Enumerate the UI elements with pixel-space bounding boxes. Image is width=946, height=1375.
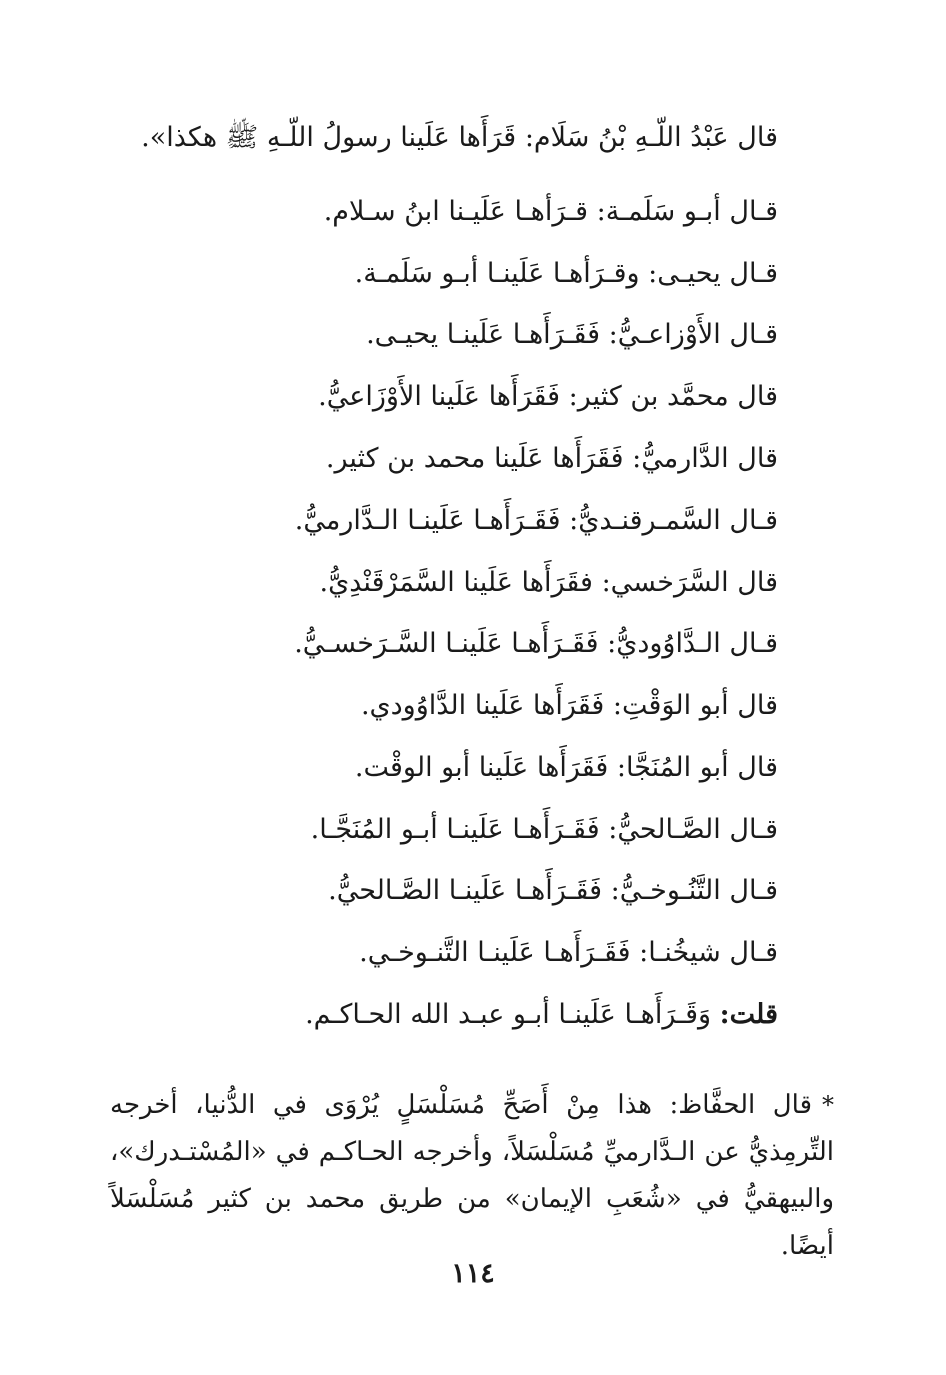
- chain-narrator: قال السَّرَخسي:: [601, 567, 778, 598]
- asterisk-marker: *: [822, 1091, 834, 1119]
- chain-narrator: قـال الأَوْزاعـيُّ:: [608, 319, 778, 350]
- chain-line-2: [324, 192, 778, 232]
- chain-narrator: قال أبو المُنَجَّا:: [616, 752, 778, 783]
- chain-text: فَقَـرَأَهـا عَلَينـا يحيـى.: [366, 319, 601, 350]
- chain-line-15: [305, 995, 778, 1035]
- chain-narrator: قـال الصَّـالحيُّ:: [608, 814, 778, 845]
- chain-text: فَقَرَأَها عَلَينا الدَّاوُودي.: [360, 690, 605, 721]
- chain-narrator: قال أبو الوَقْتِ:: [612, 690, 778, 721]
- chain-line-10: [361, 686, 778, 726]
- chain-text: فَقَـرَأَهـا عَلَينـا أبـو المُنَجَّـا.: [310, 814, 600, 845]
- chain-line-14: [359, 933, 778, 973]
- chain-line-4: [366, 315, 778, 355]
- chain-text: فَقَـرَأَهـا عَلَينـا الـدَّارميُّ.: [294, 505, 561, 536]
- chain-text: فَقَـرَأَهـا عَلَينـا السَّـرَخسـيُّ.: [294, 628, 599, 659]
- chain-narrator: قـال أبـو سَلَمـة:: [596, 196, 778, 227]
- chain-narrator: قلت:: [719, 999, 778, 1030]
- chain-line-7: [295, 501, 778, 541]
- chain-line-8: [320, 563, 778, 603]
- chain-line-13: [328, 871, 778, 911]
- chain-narrator: قال عَبْدُ اللّـهِ بْنُ سَلَام:: [524, 122, 778, 153]
- chain-line-3: [355, 254, 778, 294]
- chain-narrator: قـال التَّنُـوخـيُّ:: [610, 875, 778, 906]
- chain-line-1: [141, 118, 778, 158]
- chain-text: فَقَـرَأَهـا عَلَينـا الصَّـالحيُّ.: [328, 875, 603, 906]
- chain-narrator: قال محمَّد بن كثير:: [568, 381, 778, 412]
- note-text: قال الحفَّاظ: هذا مِنْ أَصَحِّ مُسَلْسَلٍ يُرْوَى في الدُّنيا، أخرجه التِّرمِذيُّ عن الـدَّارميِّ مُسَلْسَلاً، وأخرجه الحـاكـم في «المُسْتـدرك»، والبيهقيُّ في «شُعَبِ الإيمان» من طريق محمد بن كثير مُسَلْسَلاً أيضًا.: [110, 1090, 834, 1261]
- chain-text: فَقَـرَأَهـا عَلَينـا التَّنـوخـي.: [359, 937, 631, 968]
- chain-line-6: [326, 439, 778, 479]
- chain-text: فَقَرَأَها عَلَينا محمد بن كثير.: [325, 443, 624, 474]
- chain-text: فَقَرَأَها عَلَينا أبو الوقْت.: [354, 752, 609, 783]
- chain-line-12: [311, 810, 778, 850]
- page-number: ١١٤: [451, 1258, 495, 1289]
- chain-narrator: قال الدَّارميُّ:: [632, 443, 778, 474]
- chain-text: وَقَـرَأَهـا عَلَينـا أبـو عبـد الله الحـاكـم.: [305, 999, 712, 1030]
- chain-narrator: قـال الـدَّاوُوديُّ:: [607, 628, 778, 659]
- chain-text: وقـرَأهـا عَلَينـا أبـو سَلَمـة.: [354, 258, 640, 289]
- chain-text: فَقَرَأَها عَلَينا الأَوْزَاعيُّ.: [318, 381, 561, 412]
- chain-narrator: قـال يحيـى:: [648, 258, 778, 289]
- scholar-note: [110, 1082, 834, 1270]
- chain-line-9: [294, 624, 778, 664]
- chain-narrator: قـال السَّمـرقنـديُّ:: [569, 505, 778, 536]
- chain-line-11: [355, 748, 778, 788]
- chain-text: فقَرَأَها عَلَينا السَّمَرْقَنْدِيُّ.: [319, 567, 593, 598]
- chain-text: قـرَأهـا عَلَيـنا ابنُ سـلام.: [323, 196, 589, 227]
- chain-line-5: [318, 377, 778, 417]
- chain-narrator: قـال شيخُنـا:: [639, 937, 778, 968]
- chain-text: قَرَأَها عَلَينا رسولُ اللّـهِ ﷺ هكذا».: [141, 122, 517, 153]
